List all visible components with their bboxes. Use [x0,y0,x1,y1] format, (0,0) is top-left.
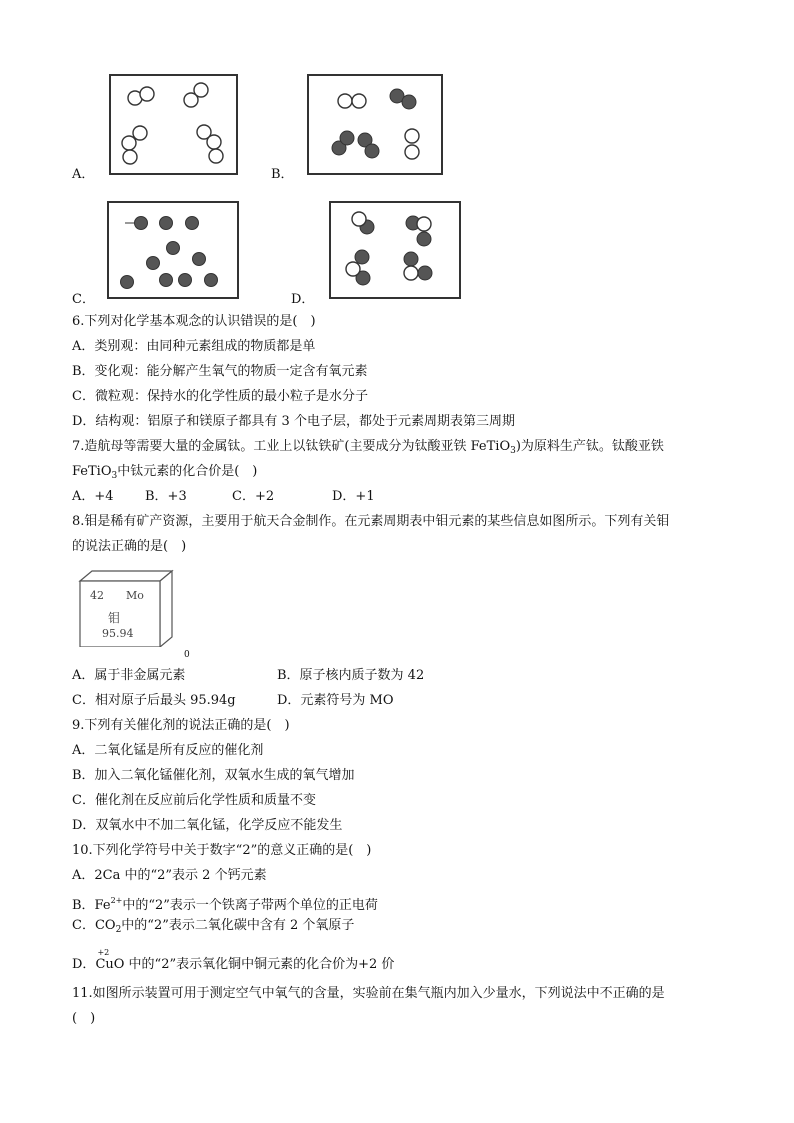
q6-option-d: D．结构观：铝原子和镁原子都具有 3 个电子层，都处于元素周期表第三周期 [72,414,515,429]
q10-c-text-a: C．CO [72,918,116,933]
q9-option-a: A．二氧化锰是所有反应的催化剂 [72,743,264,758]
q10-option-c [72,916,354,940]
option-label-b: B． [271,167,294,182]
q8-stem-line2: 的说法正确的是( ) [72,539,187,554]
q7-line1-text-b: )为原料生产钛。钛酸亚铁 [515,439,664,454]
q10-d-text-b: 中的“2”表示氧化铜中铜元素的化合价为+2 价 [124,957,395,972]
q6-option-b: B．变化观：能分解产生氧气的物质一定含有氧元素 [72,364,368,379]
q8-stem-line1: 8.钼是稀有矿产资源，主要用于航天合金制作。在元素周期表中钼元素的某些信息如图所示。下列有关钼 [72,514,670,529]
q10-b-superscript: 2+ [110,896,123,905]
q10-b-text-b: 中的“2”表示一个铁离子带两个单位的正电荷 [122,898,378,913]
q8-option-c: C．相对原子后最头 95.94g [72,693,236,708]
particle-diagram-c [107,201,239,299]
q10-d-valence: +2 [97,948,110,957]
q8-option-d: D．元素符号为 MO [277,693,394,708]
q10-option-a: A．2Ca 中的“2”表示 2 个钙元素 [72,868,267,883]
element-atomic-mass: 95.94 [102,627,134,640]
q9-stem: 9.下列有关催化剂的说法正确的是( ) [72,718,290,733]
q7-line2-subscript: 3 [111,471,118,481]
q7-option-c: C．+2 [232,489,275,504]
element-name: 钼 [108,611,121,625]
q7-option-b: B．+3 [145,489,187,504]
q7-line2-text-a: FeTiO [72,464,112,479]
q7-option-d: D．+1 [332,489,375,504]
q10-option-d [72,948,395,975]
figure-note: 0 [184,650,190,660]
q6-option-c: C．微粒观：保持水的化学性质的最小粒子是水分子 [72,389,368,404]
option-label-d: D． [291,292,315,307]
q9-option-c: C．催化剂在反应前后化学性质和质量不变 [72,793,316,808]
q8-option-b: B．原子核内质子数为 42 [277,668,425,683]
q8-option-a: A．属于非金属元素 [72,668,186,683]
q10-stem: 10.下列化学符号中关于数字“2”的意义正确的是( ) [72,843,372,858]
element-cell-figure [80,577,172,649]
q10-c-subscript: 2 [115,925,122,935]
q6-stem: 6.下列对化学基本观念的认识错误的是( ) [72,314,316,329]
option-label-c: C． [72,292,95,307]
q9-option-b: B．加入二氧化锰催化剂，双氧水生成的氧气增加 [72,768,355,783]
q9-option-d: D．双氧水中不加二氧化锰，化学反应不能发生 [72,818,343,833]
q6-option-a: A．类别观：由同种元素组成的物质都是单 [72,339,316,354]
q10-c-text-b: 中的“2”表示二氧化碳中含有 2 个氧原子 [121,918,355,933]
q7-line2-text-b: 中钛元素的化合价是( ) [117,464,258,479]
particle-diagram-a [109,74,238,175]
q11-stem-line1: 11.如图所示装置可用于测定空气中氧气的含量，实验前在集气瓶内加入少量水，下列说法中不正确的是 [72,986,665,1001]
particle-diagram-b [307,74,443,175]
element-symbol: Mo [126,589,144,602]
q10-b-text-a: B．Fe [72,898,111,913]
q7-stem-line1 [72,437,664,461]
q10-d-formula: CuO [95,957,125,972]
q10-d-text-a: D． [72,957,96,972]
q7-line1-text-a: 7.造航母等需要大量的金属钛。工业上以钛铁矿(主要成分为钛酸亚铁 FeTiO [72,439,511,454]
element-atomic-number: 42 [90,589,104,602]
q7-line1-subscript: 3 [510,446,516,456]
option-label-a: A． [72,167,95,182]
q7-stem-line2 [72,462,257,486]
q10-option-b [72,891,378,916]
q11-stem-line2: ( ) [72,1011,96,1026]
particle-diagram-d [329,201,461,299]
q7-option-a: A．+4 [72,489,114,504]
